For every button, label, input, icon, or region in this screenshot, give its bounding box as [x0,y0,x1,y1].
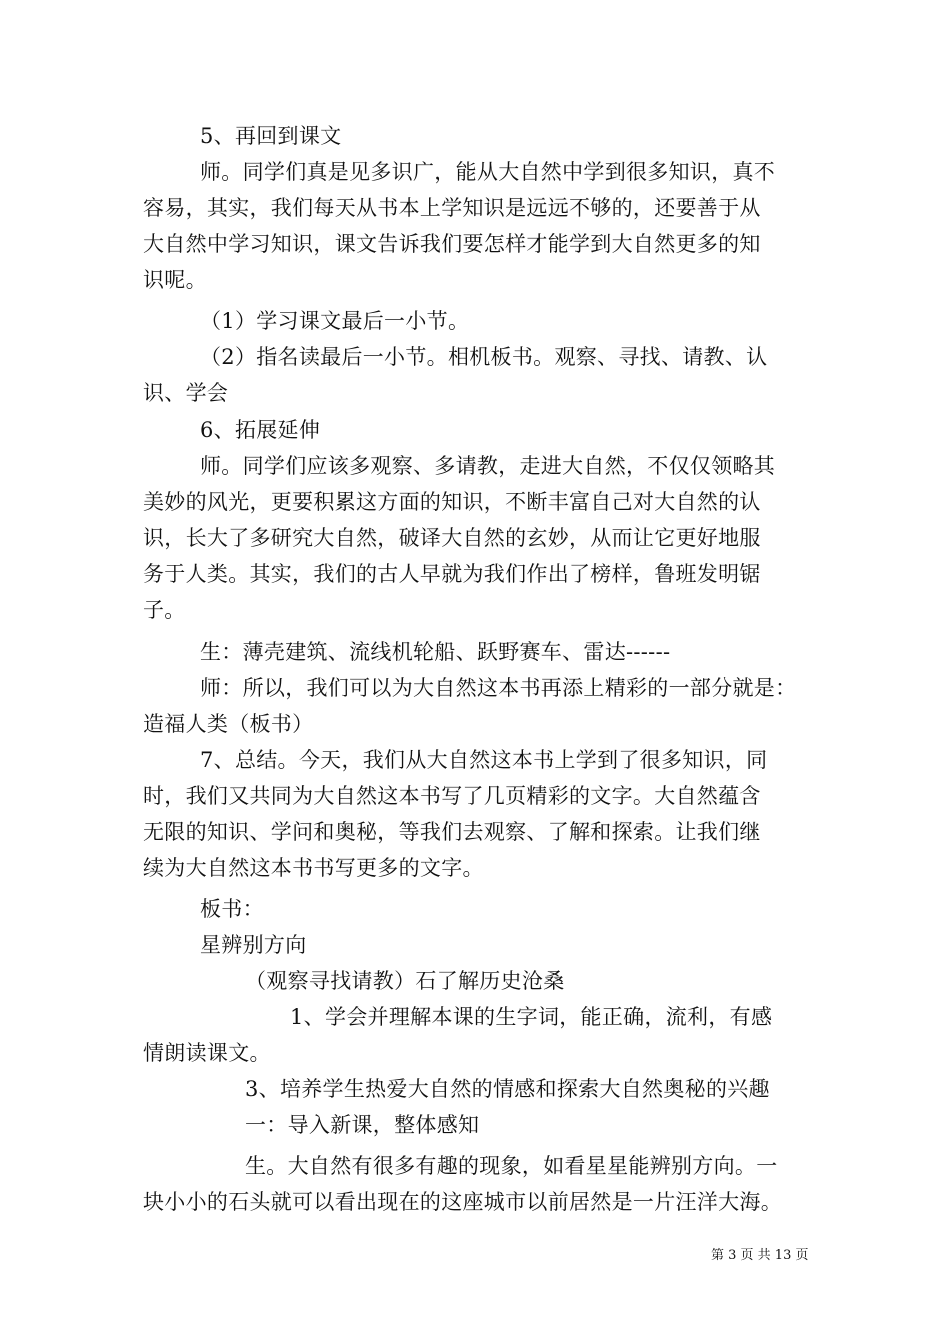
text-line: 情朗读课文。 [143,1041,271,1065]
text-line: 无限的知识、学问和奥秘，等我们去观察、了解和探索。让我们继 [143,820,761,844]
text-line: 时，我们又共同为大自然这本书写了几页精彩的文字。大自然蕴含 [143,784,761,808]
text-line: 6、拓展延伸 [200,418,321,442]
text-line: 识、学会 [143,381,229,405]
text-line: 美妙的风光，更要积累这方面的知识，不断丰富自己对大自然的认 [143,490,761,514]
text-line: 造福人类（板书） [143,712,314,736]
page-number: 第 3 页 共 13 页 [711,1248,809,1263]
text-line: 块小小的石头就可以看出现在的这座城市以前居然是一片汪洋大海。 [143,1190,782,1214]
text-line: 续为大自然这本书书写更多的文字。 [143,856,484,880]
text-line: 大自然中学习知识，课文告诉我们要怎样才能学到大自然更多的知 [143,232,761,256]
text-line: 一：导入新课，整体感知 [245,1113,480,1137]
text-line: 识，长大了多研究大自然，破译大自然的玄妙，从而让它更好地服 [143,526,761,550]
text-line: 星辨别方向 [200,933,307,957]
text-line: 生：薄壳建筑、流线机轮船、跃野赛车、雷达------ [200,640,671,664]
text-line: 7、总结。今天，我们从大自然这本书上学到了很多知识，同 [200,748,768,772]
text-line: 识呢。 [143,268,207,292]
text-line: 师。同学们应该多观察、多请教，走进大自然，不仅仅领略其 [200,454,776,478]
text-line: 务于人类。其实，我们的古人早就为我们作出了榜样，鲁班发明锯 [143,562,761,586]
text-line: 子。 [143,598,186,622]
text-line: 生。大自然有很多有趣的现象，如看星星能辨别方向。一 [245,1154,778,1178]
text-line: （1）学习课文最后一小节。 [200,309,470,333]
text-line: 容易，其实，我们每天从书本上学知识是远远不够的，还要善于从 [143,196,761,220]
text-line: （观察寻找请教）石了解历史沧桑 [245,969,565,993]
text-line: 师：所以，我们可以为大自然这本书再添上精彩的一部分就是： [200,676,797,700]
text-line: 1、学会并理解本课的生字词，能正确，流利，有感 [290,1005,773,1029]
text-line: 师。同学们真是见多识广，能从大自然中学到很多知识，真不 [200,160,776,184]
text-line: 5、再回到课文 [200,124,342,148]
text-line: 板书： [200,897,264,921]
text-line: （2）指名读最后一小节。相机板书。观察、寻找、请教、认 [200,345,768,369]
text-line: 3、培养学生热爱大自然的情感和探索大自然奥秘的兴趣 [245,1077,770,1101]
